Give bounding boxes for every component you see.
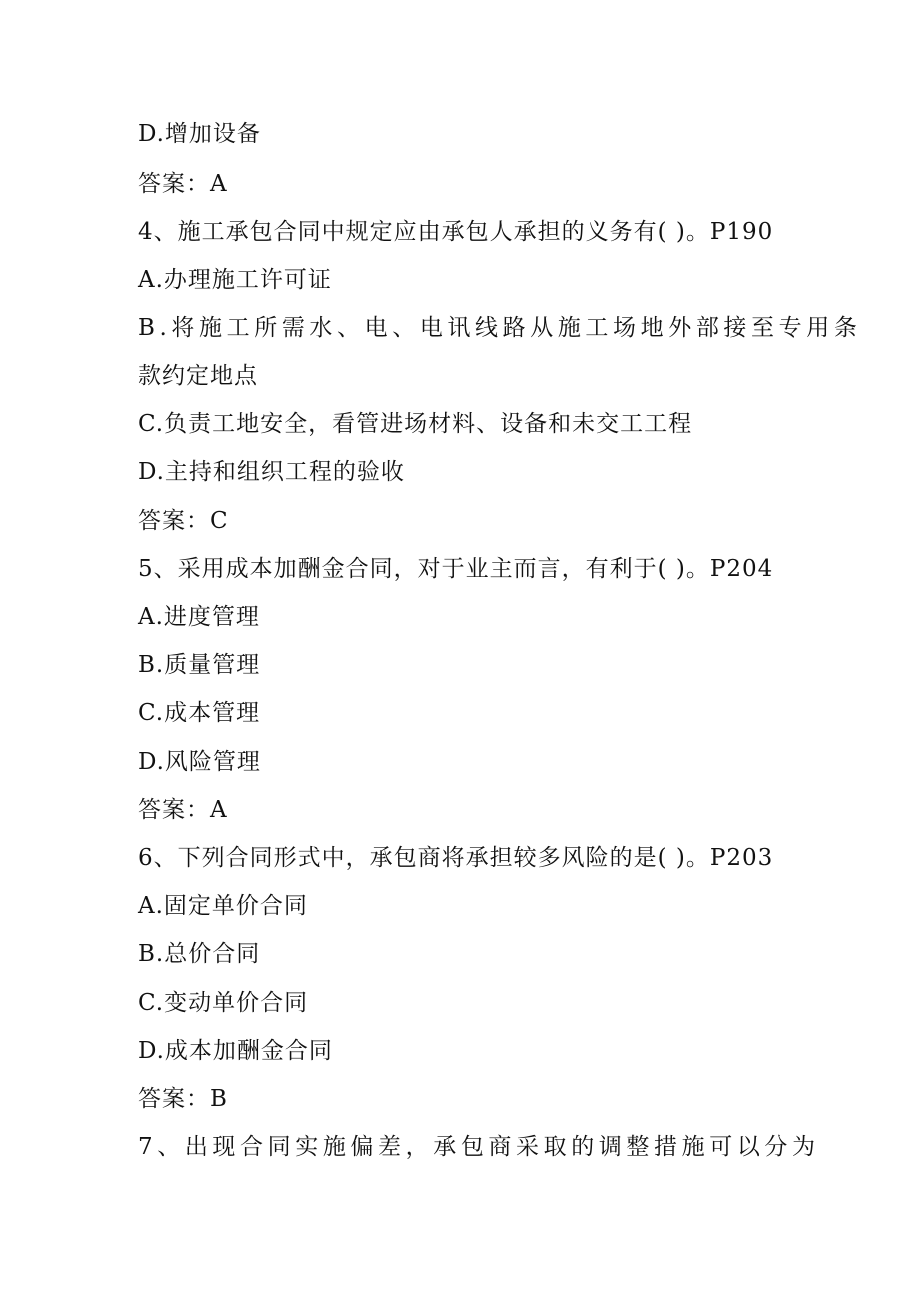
question-4-option-a: A.办理施工许可证 xyxy=(138,267,332,293)
question-7: 7、出现合同实施偏差，承包商采取的调整措施可以分为 xyxy=(138,1134,820,1160)
question-5: 5、采用成本加酬金合同，对于业主而言，有利于( )。P204 xyxy=(138,556,774,582)
option-d-add-equipment: D.增加设备 xyxy=(138,121,261,147)
question-4-option-b-line-1: B.将施工所需水、电、电讯线路从施工场地外部接至专用条 xyxy=(138,315,862,341)
question-4: 4、施工承包合同中规定应由承包人承担的义务有( )。P190 xyxy=(138,219,774,245)
question-6-option-b: B.总价合同 xyxy=(138,941,261,967)
answer-q3: 答案：A xyxy=(138,171,228,197)
question-6-option-a: A.固定单价合同 xyxy=(138,893,308,919)
question-6-option-d: D.成本加酬金合同 xyxy=(138,1038,333,1064)
question-5-option-d: D.风险管理 xyxy=(138,749,261,775)
answer-q5: 答案：A xyxy=(138,797,228,823)
question-5-option-c: C.成本管理 xyxy=(138,700,261,726)
question-6: 6、下列合同形式中，承包商将承担较多风险的是( )。P203 xyxy=(138,845,774,871)
answer-q6: 答案：B xyxy=(138,1086,228,1112)
question-4-option-d: D.主持和组织工程的验收 xyxy=(138,459,405,485)
question-4-option-c: C.负责工地安全，看管进场材料、设备和未交工工程 xyxy=(138,411,693,437)
question-4-option-b-line-2: 款约定地点 xyxy=(138,363,258,389)
question-6-option-c: C.变动单价合同 xyxy=(138,990,309,1016)
question-5-option-a: A.进度管理 xyxy=(138,604,260,630)
question-5-option-b: B.质量管理 xyxy=(138,652,261,678)
answer-q4: 答案：C xyxy=(138,508,229,534)
